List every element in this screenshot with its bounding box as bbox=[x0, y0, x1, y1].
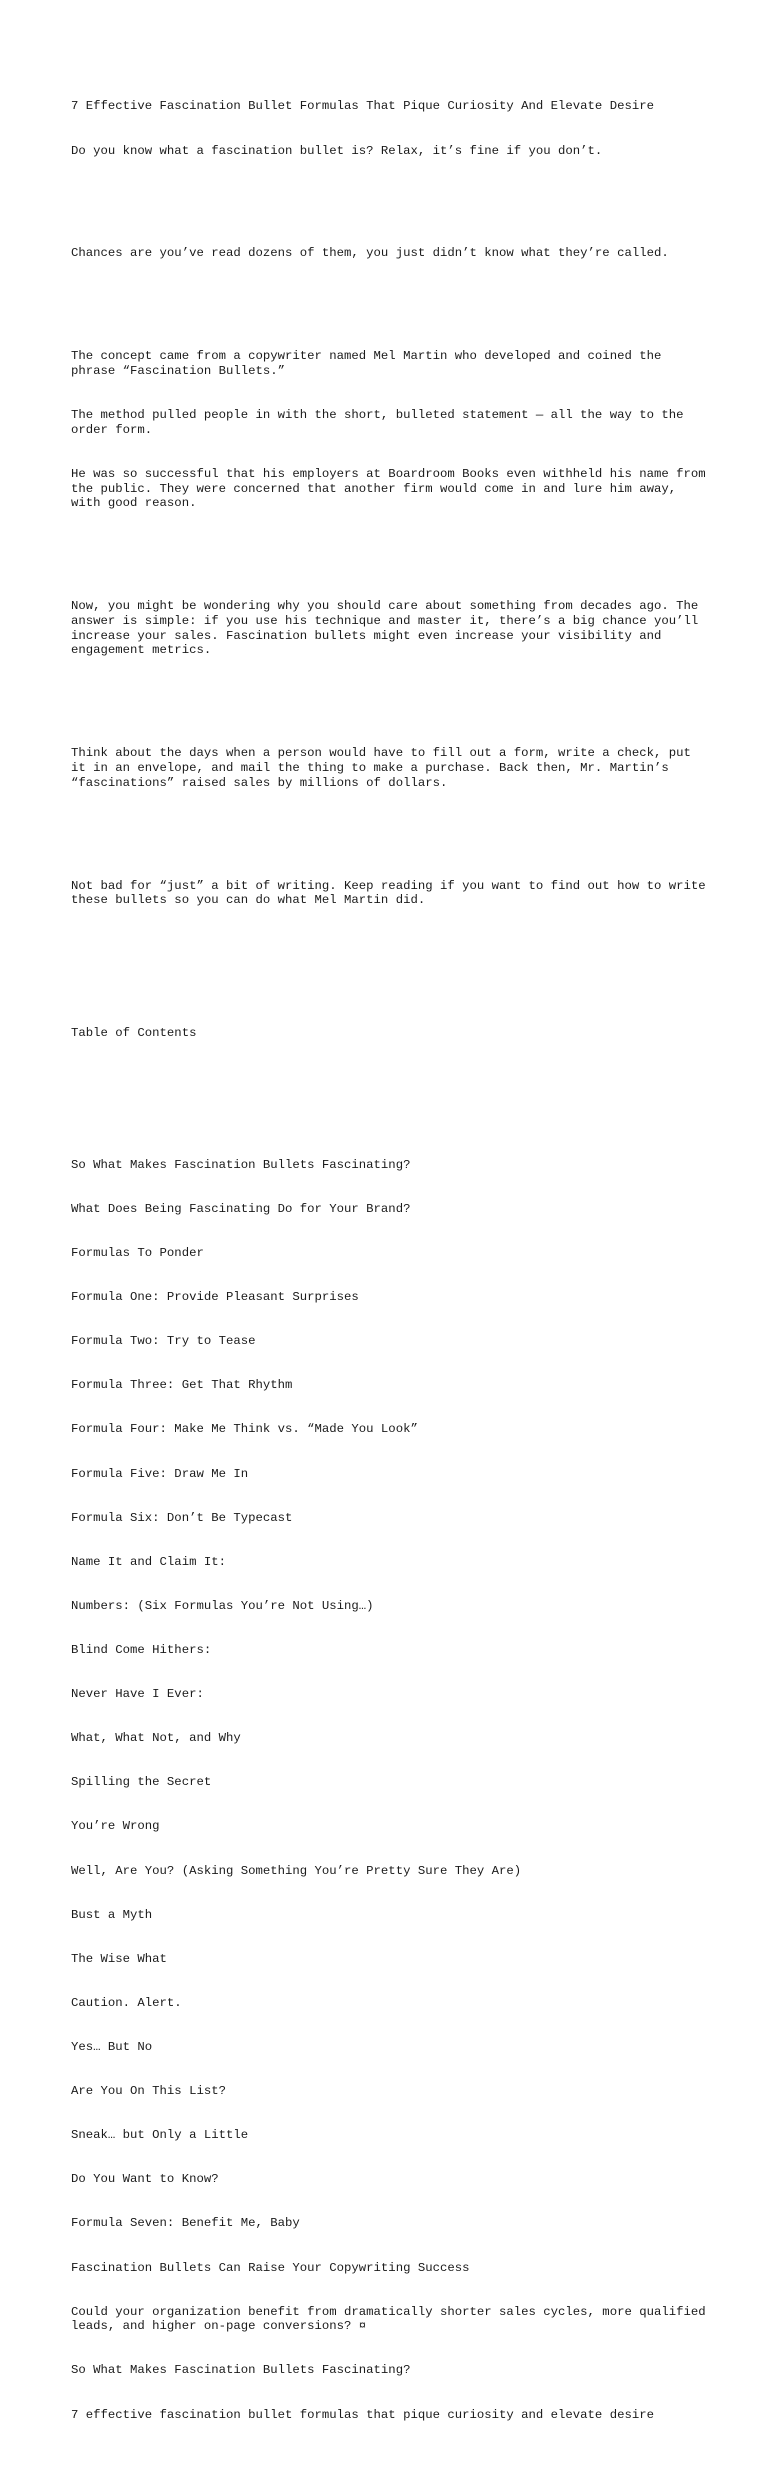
paragraph-2b: The method pulled people in with the short, bulleted statement — all the way to the order form. bbox=[71, 408, 691, 437]
toc-link[interactable]: Spilling the Secret bbox=[71, 1775, 212, 1790]
paragraph-2c: He was so successful that his employers at Boardroom Books even withheld his name from the public. They were concerned that another firm would come in and lure him away, with good reason. bbox=[71, 466, 714, 511]
paragraph-1: Chances are you’ve read dozens of them, you just didn’t know what they’re called. bbox=[71, 246, 669, 261]
document-page bbox=[71, 70, 714, 2466]
toc-link[interactable]: So What Makes Fascination Bullets Fascinating? bbox=[71, 1157, 411, 1172]
document-title: 7 Effective Fascination Bullet Formulas That Pique Curiosity And Elevate Desire bbox=[71, 99, 654, 114]
paragraph-4: Think about the days when a person would have to fill out a form, write a check, put it in an envelope, and mail the thing to make a purchase. Back then, Mr. Martin’s “fascinations” raised sales by millions of dollars. bbox=[71, 746, 699, 790]
toc-link[interactable]: Sneak… but Only a Little bbox=[71, 2128, 249, 2143]
spacer bbox=[71, 820, 711, 835]
toc-link[interactable]: Yes… But No bbox=[71, 2040, 153, 2055]
toc-link[interactable]: Numbers: (Six Formulas You’re Not Using…) bbox=[71, 1598, 374, 1613]
toc-link[interactable]: Do You Want to Know? bbox=[71, 2172, 219, 2187]
toc-link[interactable]: You’re Wrong bbox=[71, 1819, 160, 1834]
toc-link[interactable]: Formula Two: Try to Tease bbox=[71, 1334, 256, 1349]
spacer bbox=[71, 291, 711, 306]
toc-heading: Table of Contents bbox=[71, 1025, 197, 1040]
spacer bbox=[71, 687, 711, 702]
toc-link[interactable]: Formula Three: Get That Rhythm bbox=[71, 1378, 293, 1393]
toc-link[interactable]: Fascination Bullets Can Raise Your Copywriting Success bbox=[71, 2260, 470, 2275]
toc-link[interactable]: Blind Come Hithers: bbox=[71, 1643, 212, 1658]
toc-link[interactable]: Formula Four: Make Me Think vs. “Made You Look” bbox=[71, 1422, 418, 1437]
toc-link[interactable]: Could your organization benefit from dramatically shorter sales cycles, more qualified leads, and higher on-page conversions? ¤ bbox=[71, 2304, 714, 2334]
toc-link[interactable]: Name It and Claim It: bbox=[71, 1554, 226, 1569]
toc-link[interactable]: Formula Seven: Benefit Me, Baby bbox=[71, 2216, 300, 2231]
toc-link[interactable]: 7 effective fascination bullet formulas that pique curiosity and elevate desire bbox=[71, 2407, 654, 2422]
intro-line: Do you know what a fascination bullet is? Relax, it’s fine if you don’t. bbox=[71, 143, 603, 158]
toc-link[interactable]: Formula Six: Don’t Be Typecast bbox=[71, 1510, 293, 1525]
paragraph-5: Not bad for “just” a bit of writing. Keep reading if you want to find out how to write these bullets so you can do what Mel Martin did. bbox=[71, 878, 714, 908]
toc-link[interactable]: Caution. Alert. bbox=[71, 1995, 182, 2010]
paragraph-3: Now, you might be wondering why you should care about something from decades ago. The answer is simple: if you use his technique and master it, there’s a big chance you’ll increase your sales. Fascination bullets might even increase your visibility and engagement metrics. bbox=[71, 599, 706, 658]
spacer bbox=[71, 188, 711, 203]
toc-link[interactable]: Are You On This List? bbox=[71, 2084, 226, 2099]
spacer bbox=[71, 1070, 711, 1085]
toc-link[interactable]: What Does Being Fascinating Do for Your Brand? bbox=[71, 1201, 411, 1216]
toc-link[interactable]: Never Have I Ever: bbox=[71, 1687, 204, 1702]
toc-link[interactable]: So What Makes Fascination Bullets Fascinating? bbox=[71, 2363, 411, 2378]
toc-link[interactable]: What, What Not, and Why bbox=[71, 1731, 241, 1746]
toc-link[interactable]: Well, Are You? (Asking Something You’re Pretty Sure They Are) bbox=[71, 1863, 522, 1878]
table-of-contents bbox=[71, 1128, 714, 2451]
toc-link[interactable]: Bust a Myth bbox=[71, 1907, 153, 1922]
toc-link[interactable]: Formulas To Ponder bbox=[71, 1246, 204, 1261]
toc-link[interactable]: Formula One: Provide Pleasant Surprises bbox=[71, 1290, 359, 1305]
spacer bbox=[71, 937, 711, 981]
spacer bbox=[71, 540, 711, 555]
toc-link[interactable]: Formula Five: Draw Me In bbox=[71, 1466, 249, 1481]
paragraph-2a: The concept came from a copywriter named Mel Martin who developed and coined the phrase “Fascination Bullets.” bbox=[71, 349, 669, 379]
toc-link[interactable]: The Wise What bbox=[71, 1951, 167, 1966]
